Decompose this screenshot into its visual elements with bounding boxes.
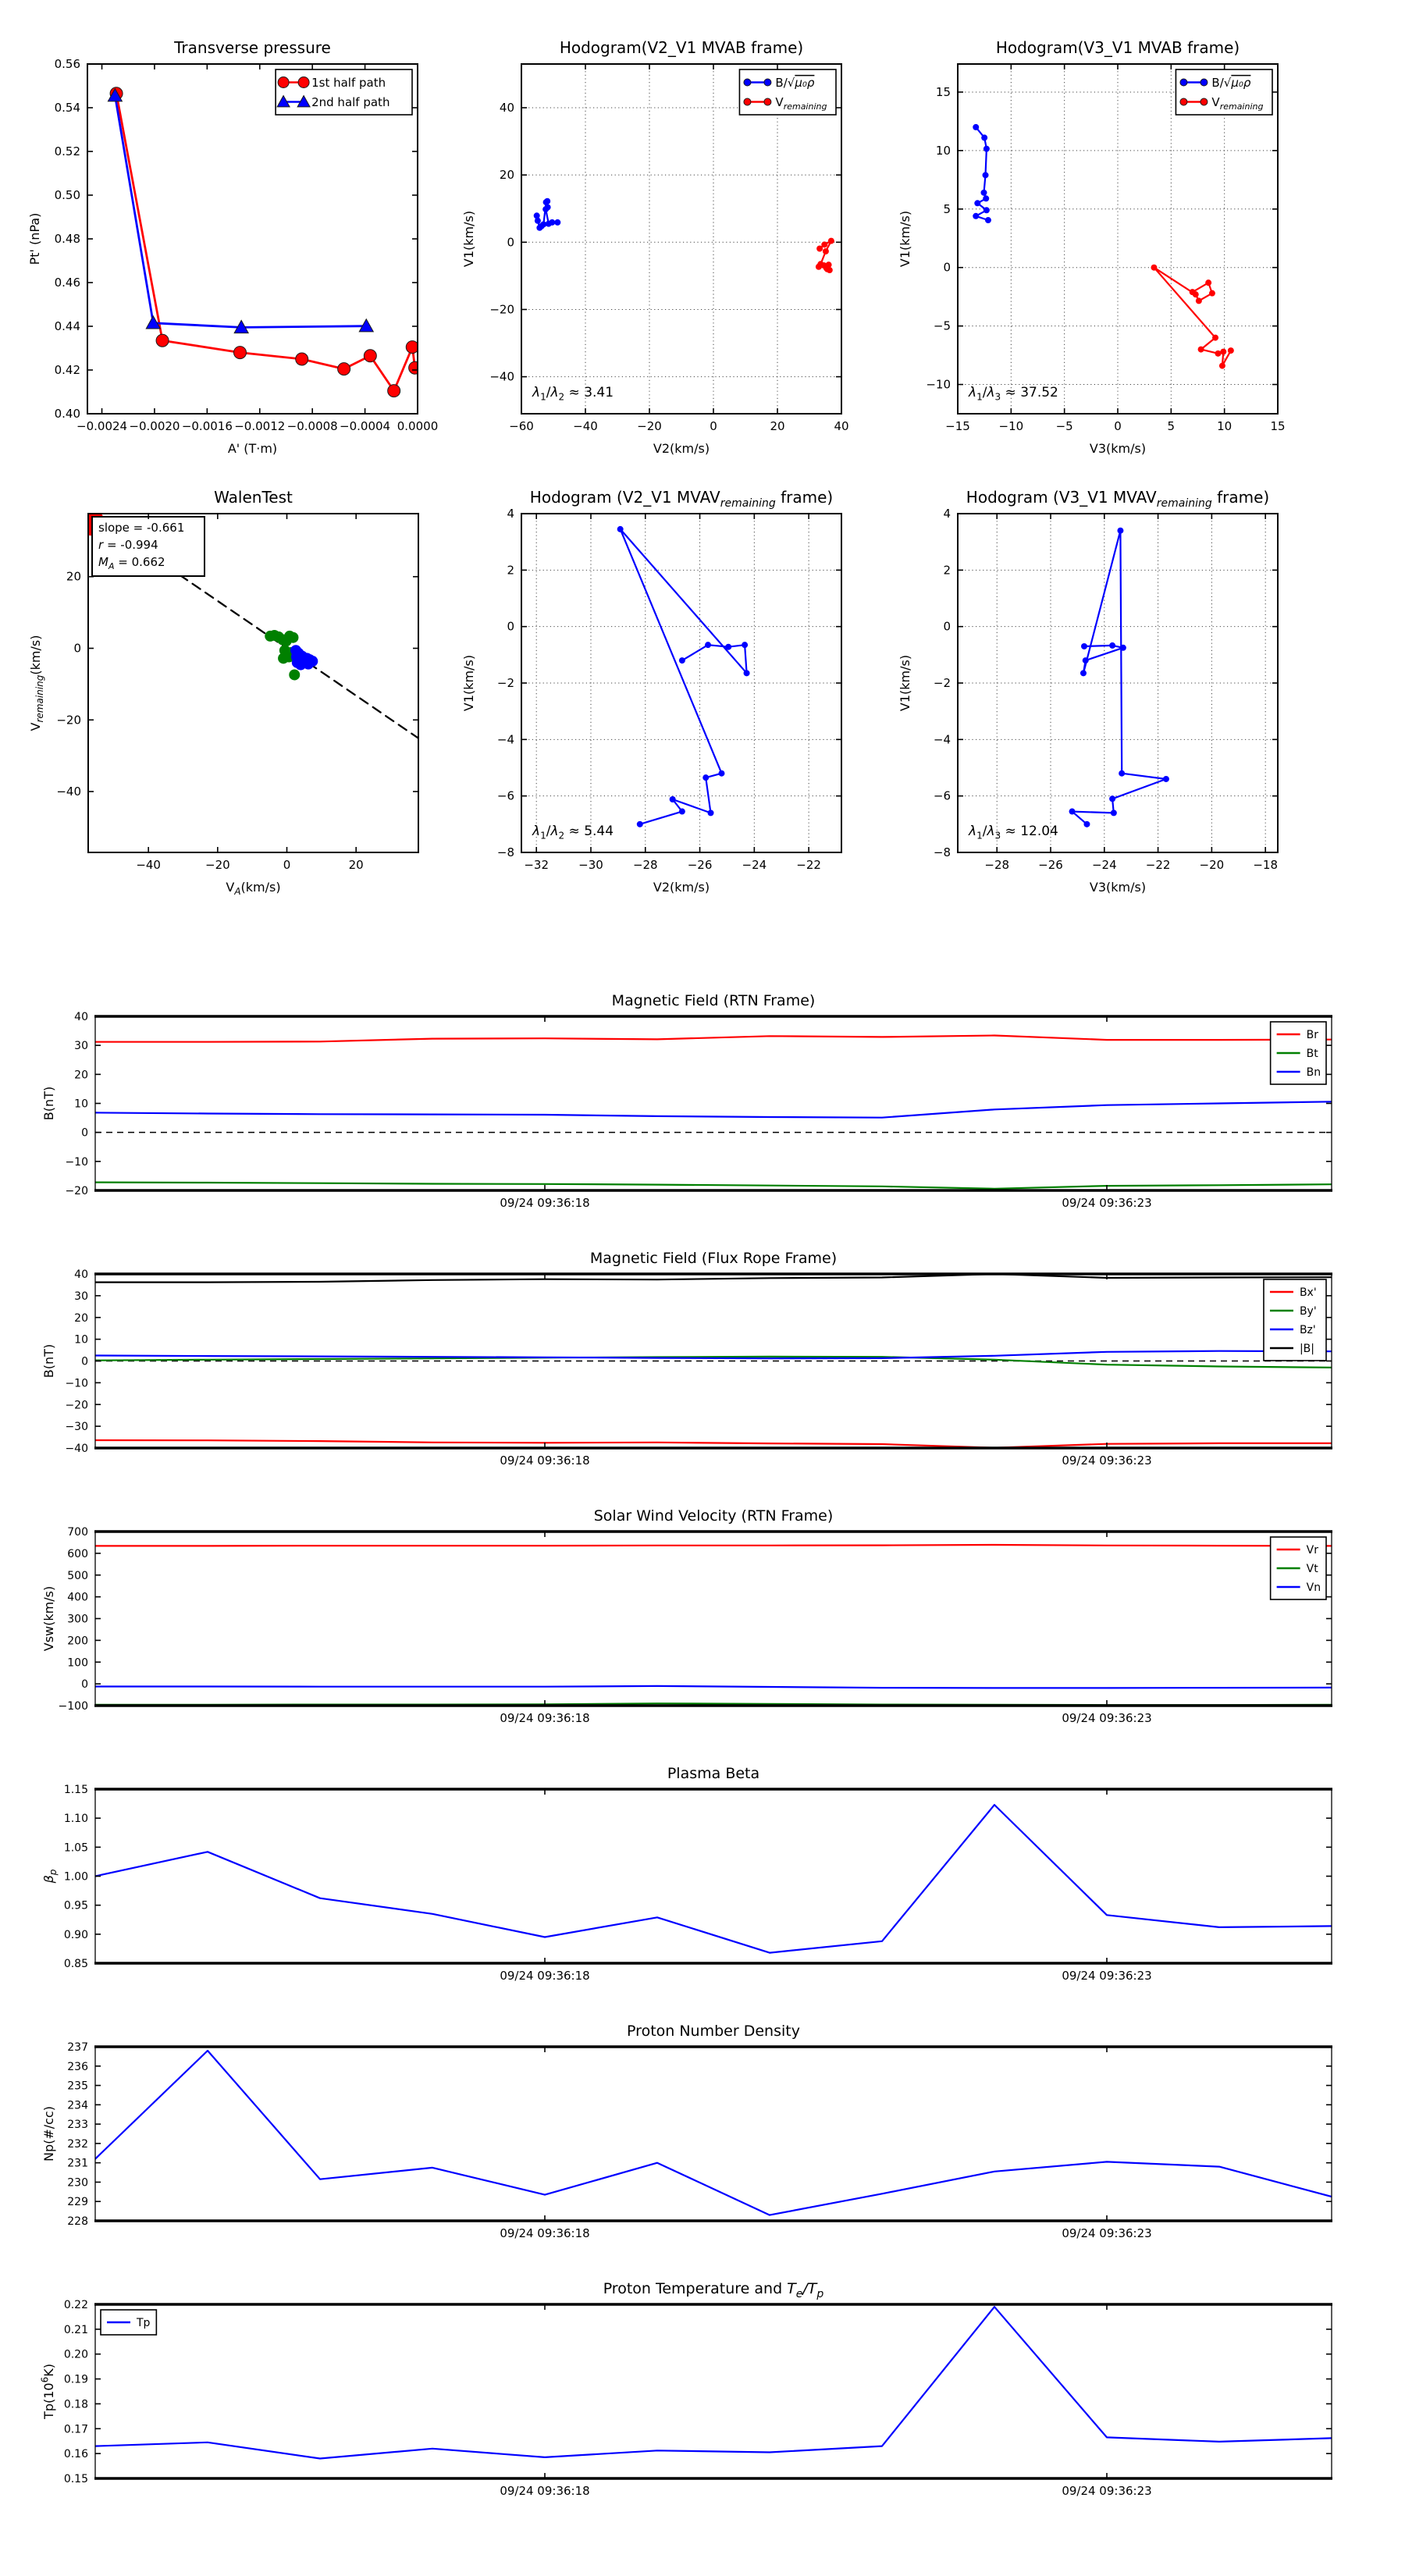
panel-walen-test xyxy=(28,488,418,898)
svg-text:−20: −20 xyxy=(489,302,514,317)
svg-text:0.48: 0.48 xyxy=(54,232,80,246)
svg-text:10: 10 xyxy=(1217,419,1232,433)
svg-text:0.44: 0.44 xyxy=(54,319,80,333)
svg-text:09/24 09:36:18: 09/24 09:36:18 xyxy=(500,2484,590,2498)
svg-text:09/24 09:36:18: 09/24 09:36:18 xyxy=(500,2226,590,2240)
svg-text:Hodogram (V2_V1 MVAVremaining: Hodogram (V2_V1 $MVAV_{remaining}$ frame) xyxy=(529,488,834,511)
svg-text:Vn: Vn xyxy=(1306,1582,1321,1595)
svg-text:0: 0 xyxy=(943,260,951,275)
svg-text:WalenTest: WalenTest xyxy=(214,488,293,507)
svg-text:−20: −20 xyxy=(65,1185,88,1197)
svg-text:229: 229 xyxy=(67,2196,88,2209)
svg-text:10: 10 xyxy=(74,1333,88,1347)
svg-text:−26: −26 xyxy=(1038,858,1063,872)
svg-text:0.54: 0.54 xyxy=(54,101,80,115)
panel-magnetic-field-rtn xyxy=(41,992,1332,1210)
svg-text:λ1/λ2 ≈ 3.41: $\lambda_1/\lambda_2 \approx 3.41$ xyxy=(532,385,614,403)
svg-text:5: 5 xyxy=(943,201,951,216)
svg-text:236: 236 xyxy=(67,2060,88,2073)
svg-text:Hodogram (V3_V1 MVAVremaining: Hodogram (V3_V1 $MVAV_{remaining}$ frame) xyxy=(966,488,1270,511)
svg-text:Vsw(km/s): Vsw(km/s) xyxy=(41,1585,56,1652)
svg-text:λ1/λ3 ≈ 12.04: $\lambda_1/\lambda_3 \approx 12.04$ xyxy=(969,824,1058,841)
svg-text:0.50: 0.50 xyxy=(54,188,80,202)
svg-text:V3(km/s): V3(km/s) xyxy=(1089,880,1147,895)
svg-text:20: 20 xyxy=(66,569,81,584)
svg-text:−18: −18 xyxy=(1253,858,1279,872)
svg-text:−20: −20 xyxy=(65,1399,88,1412)
svg-text:−0.0024: −0.0024 xyxy=(76,419,128,433)
svg-text:−26: −26 xyxy=(687,858,713,872)
svg-text:−5: −5 xyxy=(1055,419,1073,433)
svg-text:1.00: 1.00 xyxy=(63,1870,88,1884)
svg-text:2: 2 xyxy=(943,563,951,578)
svg-text:−22: −22 xyxy=(796,858,821,872)
svg-text:235: 235 xyxy=(67,2080,88,2093)
svg-text:By': By' xyxy=(1299,1305,1317,1318)
svg-text:2: 2 xyxy=(507,563,514,578)
panel-plasma-beta xyxy=(41,1765,1332,1983)
svg-text:−30: −30 xyxy=(65,1421,88,1434)
panel-hodogram-v2v1-mvab xyxy=(461,38,849,456)
svg-text:−24: −24 xyxy=(742,858,767,872)
svg-text:Bx': Bx' xyxy=(1299,1286,1317,1300)
svg-text:0.19: 0.19 xyxy=(63,2373,88,2386)
svg-text:−2: −2 xyxy=(496,676,514,690)
panel-transverse-pressure xyxy=(27,38,439,456)
svg-text:−100: −100 xyxy=(58,1700,88,1713)
svg-text:A' (T·m): A' (T·m) xyxy=(227,441,278,456)
svg-text:0.0000: 0.0000 xyxy=(397,419,439,433)
svg-text:−20: −20 xyxy=(1199,858,1225,872)
svg-text:4: 4 xyxy=(943,507,951,521)
svg-text:0: 0 xyxy=(507,619,514,634)
svg-text:Br: Br xyxy=(1306,1029,1319,1042)
svg-text:Vremaining: $V_{remaining}$ xyxy=(775,94,827,112)
svg-text:−10: −10 xyxy=(65,1377,88,1390)
svg-text:0.18: 0.18 xyxy=(63,2398,88,2411)
svg-text:0.21: 0.21 xyxy=(63,2323,88,2336)
svg-text:−40: −40 xyxy=(573,419,598,433)
svg-text:−5: −5 xyxy=(933,318,951,333)
svg-text:Pt' (nPa): Pt' (nPa) xyxy=(27,212,42,265)
svg-text:15: 15 xyxy=(1270,419,1286,433)
svg-text:B/√μ₀ρ: B/√μ₀ρ xyxy=(1211,75,1251,90)
svg-text:09/24 09:36:18: 09/24 09:36:18 xyxy=(500,1453,590,1468)
svg-text:B/√μ₀ρ: B/√μ₀ρ xyxy=(775,75,815,90)
svg-text:231: 231 xyxy=(67,2157,88,2170)
svg-text:−22: −22 xyxy=(1145,858,1171,872)
svg-text:233: 233 xyxy=(67,2119,88,2132)
svg-text:Vremaining: $V_{remaining}$ xyxy=(1211,94,1264,112)
svg-text:V1(km/s): V1(km/s) xyxy=(898,210,912,268)
svg-text:4: 4 xyxy=(507,507,514,521)
panel-proton-number-density xyxy=(41,2023,1332,2240)
svg-text:r = -0.994: r = -0.994 xyxy=(98,538,158,552)
svg-text:−28: −28 xyxy=(632,858,658,872)
svg-text:0: 0 xyxy=(81,1126,88,1140)
svg-text:V3(km/s): V3(km/s) xyxy=(1089,441,1147,456)
svg-text:Hodogram(V2_V1 MVAB frame): Hodogram(V2_V1 MVAB frame) xyxy=(559,38,804,57)
svg-text:09/24 09:36:23: 09/24 09:36:23 xyxy=(1062,2484,1152,2498)
svg-text:0.22: 0.22 xyxy=(63,2299,88,2311)
svg-text:40: 40 xyxy=(74,1011,88,1023)
svg-text:09/24 09:36:23: 09/24 09:36:23 xyxy=(1062,1196,1152,1210)
svg-text:09/24 09:36:18: 09/24 09:36:18 xyxy=(500,1969,590,1983)
svg-text:30: 30 xyxy=(74,1290,88,1303)
svg-text:0: 0 xyxy=(81,1678,88,1692)
svg-text:−40: −40 xyxy=(489,369,514,384)
svg-text:slope = -0.661: slope = -0.661 xyxy=(98,521,185,535)
svg-text:−10: −10 xyxy=(926,377,951,392)
svg-text:−6: −6 xyxy=(496,788,514,803)
svg-text:30: 30 xyxy=(74,1040,88,1053)
svg-text:−10: −10 xyxy=(65,1155,88,1169)
svg-text:237: 237 xyxy=(67,2041,88,2054)
svg-text:Plasma Beta: Plasma Beta xyxy=(667,1765,760,1782)
svg-text:0.52: 0.52 xyxy=(54,144,80,158)
svg-text:λ1/λ2 ≈ 5.44: $\lambda_1/\lambda_2 \approx 5.44$ xyxy=(532,824,614,841)
svg-text:0.17: 0.17 xyxy=(63,2423,88,2436)
svg-text:Vr: Vr xyxy=(1306,1544,1318,1557)
svg-text:−8: −8 xyxy=(933,845,951,859)
svg-text:0.90: 0.90 xyxy=(63,1928,88,1941)
svg-text:230: 230 xyxy=(67,2176,88,2190)
svg-text:5: 5 xyxy=(1167,419,1176,433)
svg-text:20: 20 xyxy=(74,1311,88,1325)
svg-text:20: 20 xyxy=(770,419,785,433)
svg-text:−0.0020: −0.0020 xyxy=(129,419,180,433)
svg-text:09/24 09:36:18: 09/24 09:36:18 xyxy=(500,1711,590,1725)
svg-text:09/24 09:36:23: 09/24 09:36:23 xyxy=(1062,1711,1152,1725)
svg-text:V1(km/s): V1(km/s) xyxy=(898,654,912,712)
svg-text:0: 0 xyxy=(1114,419,1122,433)
svg-text:0: 0 xyxy=(507,235,514,250)
svg-text:−20: −20 xyxy=(56,713,81,728)
svg-text:700: 700 xyxy=(67,1526,88,1539)
svg-text:0: 0 xyxy=(283,858,291,872)
svg-text:−20: −20 xyxy=(205,858,230,872)
svg-text:βp: $\beta_p$ xyxy=(41,1869,59,1884)
svg-text:09/24 09:36:23: 09/24 09:36:23 xyxy=(1062,1453,1152,1468)
svg-text:Vt: Vt xyxy=(1306,1563,1318,1576)
svg-text:VA(km/s): $V_A(km/s)$ xyxy=(226,880,281,898)
svg-text:Solar Wind Velocity (RTN Frame: Solar Wind Velocity (RTN Frame) xyxy=(593,1507,834,1525)
svg-text:228: 228 xyxy=(67,2215,88,2228)
panel-proton-temperature xyxy=(39,2280,1332,2498)
svg-text:−10: −10 xyxy=(998,419,1024,433)
svg-text:300: 300 xyxy=(67,1613,88,1626)
svg-text:09/24 09:36:18: 09/24 09:36:18 xyxy=(500,1196,590,1210)
svg-text:Bz': Bz' xyxy=(1299,1324,1316,1337)
svg-text:Proton Temperature and Te/Tp: Proton Temperature and $T_e/T_p$ xyxy=(603,2280,824,2300)
svg-text:Vremaining(km/s): $V_{remaining}(km/s)$ xyxy=(28,635,46,731)
svg-text:0.20: 0.20 xyxy=(63,2348,88,2361)
svg-text:0.85: 0.85 xyxy=(63,1958,88,1970)
svg-text:B(nT): B(nT) xyxy=(41,1343,56,1379)
svg-text:0.15: 0.15 xyxy=(63,2473,88,2485)
panel-magnetic-field-flux-rope xyxy=(41,1250,1332,1468)
svg-text:Bt: Bt xyxy=(1306,1048,1318,1061)
svg-text:232: 232 xyxy=(67,2137,88,2151)
svg-text:0.40: 0.40 xyxy=(54,407,80,421)
svg-text:40: 40 xyxy=(834,419,849,433)
svg-text:B(nT): B(nT) xyxy=(41,1086,56,1121)
svg-text:−0.0004: −0.0004 xyxy=(340,419,391,433)
svg-text:0: 0 xyxy=(73,641,81,656)
svg-text:−0.0012: −0.0012 xyxy=(234,419,286,433)
svg-text:500: 500 xyxy=(67,1569,88,1582)
svg-text:−60: −60 xyxy=(509,419,534,433)
svg-text:−40: −40 xyxy=(136,858,161,872)
svg-text:1.15: 1.15 xyxy=(63,1784,88,1796)
svg-text:0.46: 0.46 xyxy=(54,276,80,290)
svg-text:−20: −20 xyxy=(637,419,662,433)
svg-text:Transverse pressure: Transverse pressure xyxy=(174,38,331,57)
svg-text:−6: −6 xyxy=(933,788,951,803)
svg-text:234: 234 xyxy=(67,2099,88,2112)
svg-text:−32: −32 xyxy=(524,858,550,872)
svg-text:−28: −28 xyxy=(984,858,1010,872)
svg-text:40: 40 xyxy=(499,101,514,115)
svg-text:400: 400 xyxy=(67,1591,88,1604)
svg-text:0: 0 xyxy=(943,619,951,634)
svg-text:V2(km/s): V2(km/s) xyxy=(653,880,710,895)
svg-text:Bn: Bn xyxy=(1306,1066,1321,1080)
svg-text:20: 20 xyxy=(499,168,514,183)
svg-text:V1(km/s): V1(km/s) xyxy=(461,654,476,712)
svg-text:−30: −30 xyxy=(578,858,603,872)
svg-text:09/24 09:36:23: 09/24 09:36:23 xyxy=(1062,2226,1152,2240)
svg-text:V2(km/s): V2(km/s) xyxy=(653,441,710,456)
svg-text:−0.0016: −0.0016 xyxy=(181,419,233,433)
svg-text:λ1/λ3 ≈ 37.52: $\lambda_1/\lambda_3 \approx 37.52$ xyxy=(969,385,1058,403)
svg-text:10: 10 xyxy=(935,143,951,158)
svg-text:0.95: 0.95 xyxy=(63,1899,88,1912)
svg-text:0.56: 0.56 xyxy=(54,57,80,71)
svg-text:−40: −40 xyxy=(56,785,81,799)
svg-text:200: 200 xyxy=(67,1635,88,1648)
svg-text:V1(km/s): V1(km/s) xyxy=(461,210,476,268)
svg-text:Magnetic Field (Flux Rope Fram: Magnetic Field (Flux Rope Frame) xyxy=(589,1250,838,1267)
svg-text:09/24 09:36:23: 09/24 09:36:23 xyxy=(1062,1969,1152,1983)
svg-text:20: 20 xyxy=(348,858,364,872)
svg-text:Magnetic Field (RTN Frame): Magnetic Field (RTN Frame) xyxy=(611,992,816,1009)
svg-text:600: 600 xyxy=(67,1547,88,1560)
svg-text:−40: −40 xyxy=(65,1443,88,1455)
svg-text:−4: −4 xyxy=(496,732,514,747)
svg-text:0: 0 xyxy=(81,1355,88,1368)
panel-hodogram-v3v1-mvav xyxy=(898,488,1279,895)
svg-text:0: 0 xyxy=(710,419,717,433)
svg-text:Tp(106K): $Tp(10^6K)$ xyxy=(39,2364,56,2419)
svg-text:1st half path: 1st half path xyxy=(311,75,386,90)
svg-text:Np(#/cc): Np(#/cc) xyxy=(41,2106,56,2161)
svg-text:2nd half path: 2nd half path xyxy=(311,94,390,109)
panel-hodogram-v2v1-mvav xyxy=(461,488,841,895)
svg-text:−0.0008: −0.0008 xyxy=(286,419,338,433)
svg-text:1.05: 1.05 xyxy=(63,1841,88,1855)
svg-text:Tp: Tp xyxy=(137,2317,151,2330)
panel-hodogram-v3v1-mvab xyxy=(898,38,1286,456)
svg-text:−4: −4 xyxy=(933,732,951,747)
svg-text:1.10: 1.10 xyxy=(63,1813,88,1826)
svg-text:0.16: 0.16 xyxy=(63,2448,88,2461)
svg-text:|B|: |B| xyxy=(1299,1343,1315,1356)
svg-text:Hodogram(V3_V1 MVAB frame): Hodogram(V3_V1 MVAB frame) xyxy=(995,38,1240,57)
svg-text:−24: −24 xyxy=(1091,858,1117,872)
svg-text:−2: −2 xyxy=(933,676,951,690)
svg-text:15: 15 xyxy=(935,84,951,99)
svg-text:−15: −15 xyxy=(945,419,970,433)
svg-text:20: 20 xyxy=(74,1069,88,1082)
svg-text:−8: −8 xyxy=(496,845,514,859)
panel-solar-wind-velocity xyxy=(41,1507,1332,1725)
svg-text:Proton Number Density: Proton Number Density xyxy=(627,2023,800,2040)
svg-text:10: 10 xyxy=(74,1098,88,1111)
svg-text:MA = 0.662: $M_A = 0.662$ xyxy=(98,555,165,571)
svg-text:0.42: 0.42 xyxy=(54,363,80,377)
svg-text:100: 100 xyxy=(67,1656,88,1670)
svg-text:40: 40 xyxy=(74,1268,88,1281)
